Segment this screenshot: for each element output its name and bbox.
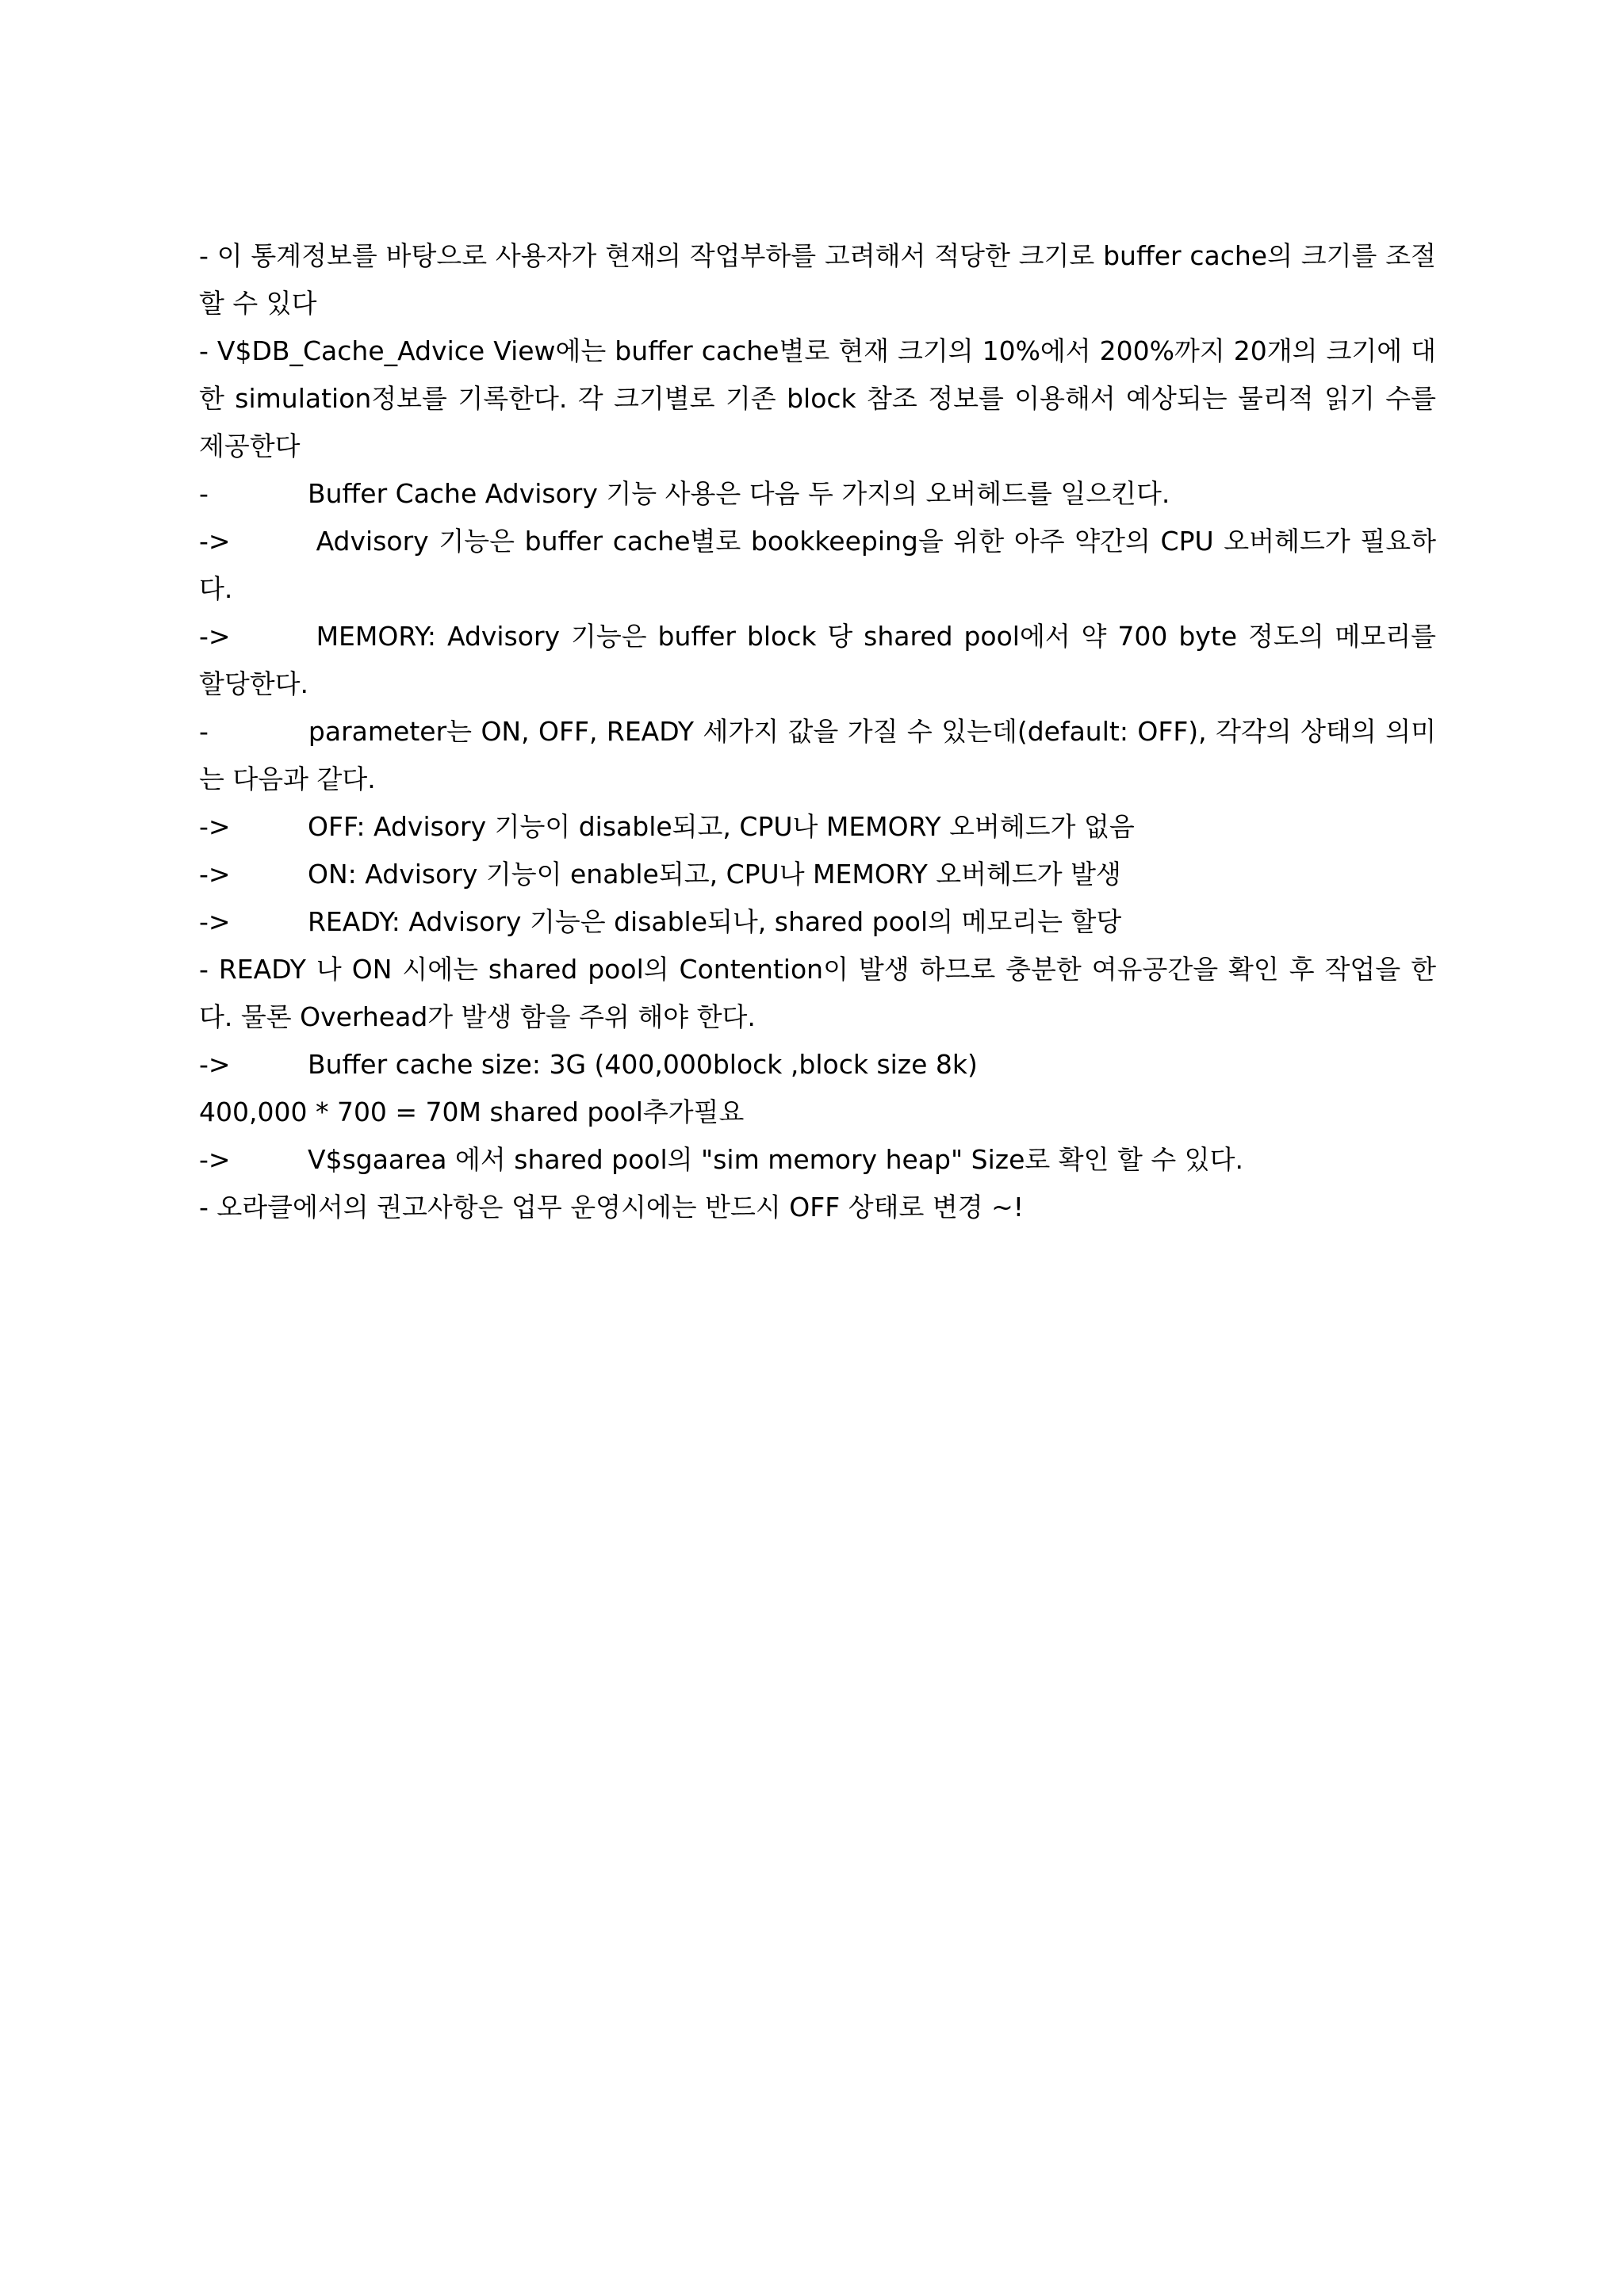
list-marker: -> — [199, 1049, 231, 1080]
paragraph-12: 400,000 * 700 = 70M shared pool추가필요 — [199, 1096, 745, 1127]
paragraph-text: Buffer Cache Advisory 기능 사용은 다음 두 가지의 오버헤드를 일으킨다. — [308, 478, 1170, 509]
paragraph-9 — [199, 898, 1436, 946]
paragraph-3 — [199, 470, 1436, 518]
paragraph-2: - V$DB_Cache_Advice View에는 buffer cache별로 현재 크기의 10%에서 200%까지 20개의 크기에 대한 simulation정보를 기록한다. 각 크기별로 기존 block 참조 정보를 이용해서 예상되는 물리적 읽기 수를 제공한다 — [199, 335, 1436, 461]
paragraph-text: ON: Advisory 기능이 enable되고, CPU나 MEMORY 오버헤드가 발생 — [308, 859, 1121, 890]
list-marker: -> — [199, 526, 231, 557]
paragraph-1: - 이 통계정보를 바탕으로 사용자가 현재의 작업부하를 고려해서 적당한 크기로 buffer cache의 크기를 조절할 수 있다 — [199, 240, 1436, 319]
paragraph-text: OFF: Advisory 기능이 disable되고, CPU나 MEMORY 오버헤드가 없음 — [308, 811, 1135, 842]
paragraph-text: MEMORY: Advisory 기능은 buffer block 당 shared pool에서 약 700 byte 정도의 메모리를 할당한다. — [199, 621, 1436, 699]
paragraph-text: Buffer cache size: 3G (400,000block ,block size 8k) — [308, 1049, 978, 1080]
list-marker: -> — [199, 859, 231, 890]
paragraph-8 — [199, 851, 1436, 898]
list-marker: - — [199, 478, 209, 509]
paragraph-11 — [199, 1041, 1436, 1089]
list-marker: -> — [199, 1144, 231, 1175]
paragraph-5 — [199, 613, 1436, 708]
document-body — [199, 232, 1436, 1231]
paragraph-13 — [199, 1136, 1436, 1184]
paragraph-text: parameter는 ON, OFF, READY 세가지 값을 가질 수 있는데(default: OFF), 각각의 상태의 의미는 다음과 같다. — [199, 716, 1436, 794]
paragraph-text: Advisory 기능은 buffer cache별로 bookkeeping을 위한 아주 약간의 CPU 오버헤드가 필요하다. — [199, 526, 1436, 604]
paragraph-14: - 오라클에서의 권고사항은 업무 운영시에는 반드시 OFF 상태로 변경 ~! — [199, 1192, 1024, 1223]
paragraph-10: - READY 나 ON 시에는 shared pool의 Contention이 발생 하므로 충분한 여유공간을 확인 후 작업을 한다. 물론 Overhead가 발생 함을 주위 해야 한다. — [199, 954, 1436, 1032]
list-marker: -> — [199, 621, 231, 652]
list-marker: -> — [199, 906, 231, 937]
paragraph-text: V$sgaarea 에서 shared pool의 "sim memory heap" Size로 확인 할 수 있다. — [308, 1144, 1243, 1175]
paragraph-7 — [199, 803, 1436, 851]
list-marker: -> — [199, 811, 231, 842]
list-marker: - — [199, 716, 209, 747]
paragraph-4 — [199, 518, 1436, 613]
paragraph-text: READY: Advisory 기능은 disable되나, shared pool의 메모리는 할당 — [308, 906, 1122, 937]
paragraph-6 — [199, 708, 1436, 803]
